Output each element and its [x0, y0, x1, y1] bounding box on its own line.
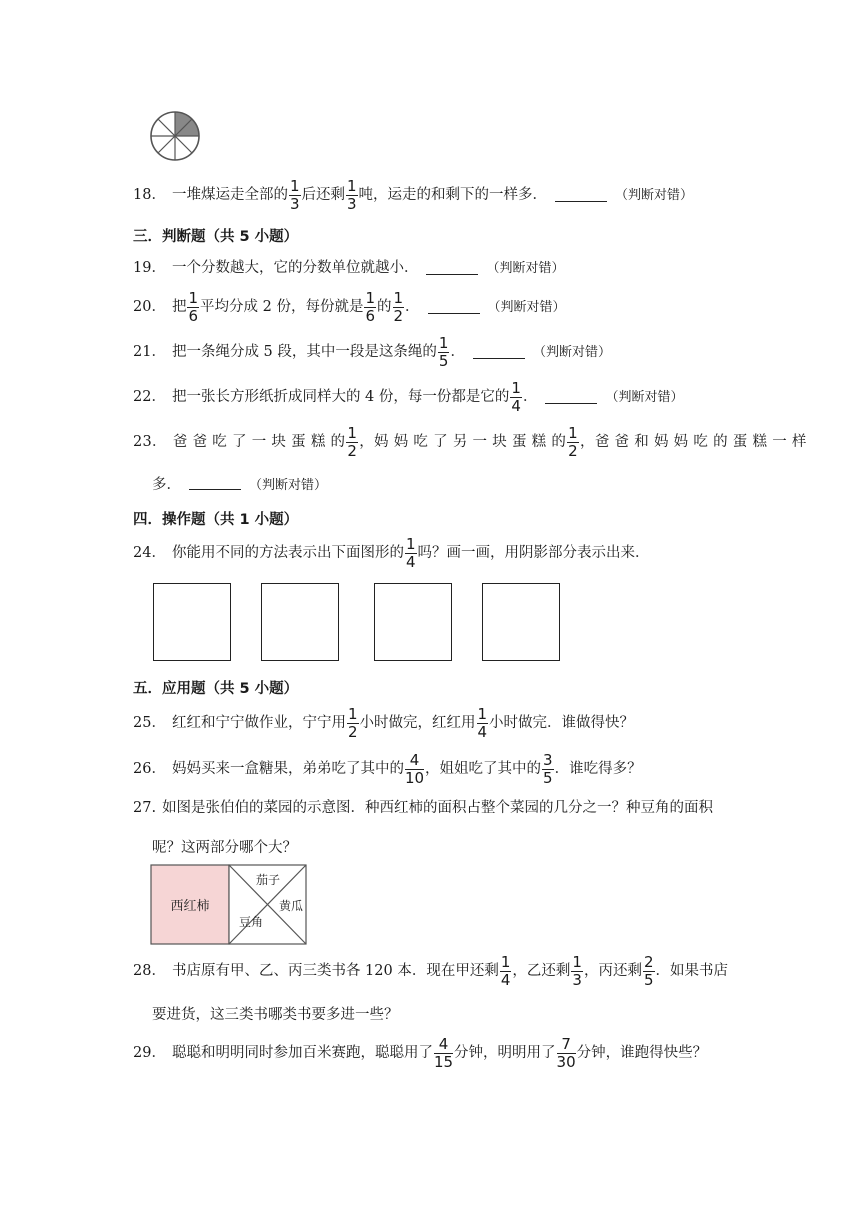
pie-figure [149, 110, 201, 162]
question-27-continued: 呢？这两部分哪个大？ [152, 840, 297, 856]
bean-label: 豆角 [238, 915, 264, 929]
fraction: $\frac{3}{5}$ [543, 751, 553, 787]
fraction: $\frac{1}{2}$ [347, 705, 358, 741]
fraction: $\frac{1}{2}$ [568, 424, 579, 460]
fraction: $\frac{1}{6}$ [365, 289, 375, 325]
answer-blank[interactable] [428, 301, 480, 314]
fraction: $\frac{1}{4}$ [477, 705, 488, 741]
fraction: $\frac{7}{30}$ [556, 1035, 576, 1071]
tomato-label: 西红柿 [170, 899, 210, 914]
question-23-continued: 多． （判断对错） [152, 477, 328, 493]
question-18: 18． 一堆煤运走全部的 $\frac{1}{3}$ 后还剩 $\frac{1}{3}$ 吨，运走的和剩下的一样多． （判断对错） [133, 177, 694, 213]
question-26: 26． 妈妈买来一盒糖果，弟弟吃了其中的 $\frac{4}{10}$ ，姐姐吃了其中的 $\frac{3}{5}$ ．谁吃得多？ [133, 751, 642, 787]
question-19: 19． 一个分数越大，它的分数单位就越小． （判断对错） [133, 260, 565, 276]
section-5-title: 五．应用题（共 5 小题） [133, 681, 299, 697]
question-28-continued: 要进货，这三类书哪类书要多进一些？ [152, 1007, 399, 1023]
fraction: $\frac{1}{4}$ [511, 379, 521, 415]
answer-blank[interactable] [189, 477, 241, 490]
answer-blank[interactable] [555, 189, 607, 202]
drawing-square[interactable] [374, 583, 452, 661]
answer-blank[interactable] [426, 262, 478, 275]
fraction: $\frac{1}{4}$ [405, 535, 416, 571]
answer-blank[interactable] [473, 346, 525, 359]
question-20: 20． 把 $\frac{1}{6}$ 平均分成 2 份，每份就是 $\frac{1}{6}$ 的 $\frac{1}{2}$ ． （判断对错） [133, 289, 566, 325]
drawing-square[interactable] [482, 583, 560, 661]
garden-figure [150, 864, 308, 946]
fraction: $\frac{1}{2}$ [393, 289, 404, 325]
question-28: 28． 书店原有甲、乙、丙三类书各 120 本．现在甲还剩 $\frac{1}{4}$ ，乙还剩 $\frac{1}{3}$ ，丙还剩 $\frac{2}{5}$ ．如果书店 [133, 953, 728, 989]
question-21: 21． 把一条绳分成 5 段，其中一段是这条绳的 $\frac{1}{5}$ ． （判断对错） [133, 334, 611, 370]
section-3-title: 三．判断题（共 5 小题） [133, 229, 299, 245]
cucumber-label: 黄瓜 [278, 899, 304, 913]
drawing-square[interactable] [153, 583, 231, 661]
question-23: 23． 爸 爸 吃 了 一 块 蛋 糕 的 $\frac{1}{2}$ ，妈 妈 吃 了 另 一 块 蛋 糕 的 $\frac{1}{2}$ ，爸 爸 和 妈 妈 吃 的 蛋 糕 一 样 [133, 424, 807, 460]
fraction: $\frac{4}{10}$ [404, 751, 425, 787]
fraction: $\frac{1}{3}$ [572, 953, 582, 989]
fraction: $\frac{4}{15}$ [433, 1035, 454, 1071]
eggplant-label: 茄子 [255, 873, 281, 887]
question-27: 27. 如图是张伯伯的菜园的示意图．种西红柿的面积占整个菜园的几分之一？种豆角的面积 [133, 800, 714, 816]
question-24: 24． 你能用不同的方法表示出下面图形的 $\frac{1}{4}$ 吗？画一画，用阴影部分表示出来． [133, 535, 650, 571]
fraction: $\frac{1}{4}$ [500, 953, 511, 989]
fraction: $\frac{2}{5}$ [643, 953, 654, 989]
question-22: 22． 把一张长方形纸折成同样大的 4 份，每一份都是它的 $\frac{1}{4}$ ． （判断对错） [133, 379, 684, 415]
fraction: $\frac{1}{3}$ [289, 177, 300, 213]
question-25: 25． 红红和宁宁做作业，宁宁用 $\frac{1}{2}$ 小时做完，红红用 $\frac{1}{4}$ 小时做完．谁做得快？ [133, 705, 635, 741]
fraction: $\frac{1}{3}$ [347, 177, 357, 213]
question-29: 29． 聪聪和明明同时参加百米赛跑，聪聪用了 $\frac{4}{15}$ 分钟，明明用了 $\frac{7}{30}$ 分钟，谁跑得快些？ [133, 1035, 708, 1071]
fraction: $\frac{1}{6}$ [188, 289, 198, 325]
section-4-title: 四．操作题（共 1 小题） [133, 512, 299, 528]
answer-blank[interactable] [545, 391, 597, 404]
fraction: $\frac{1}{2}$ [347, 424, 358, 460]
fraction: $\frac{1}{5}$ [438, 334, 449, 370]
drawing-square[interactable] [261, 583, 339, 661]
